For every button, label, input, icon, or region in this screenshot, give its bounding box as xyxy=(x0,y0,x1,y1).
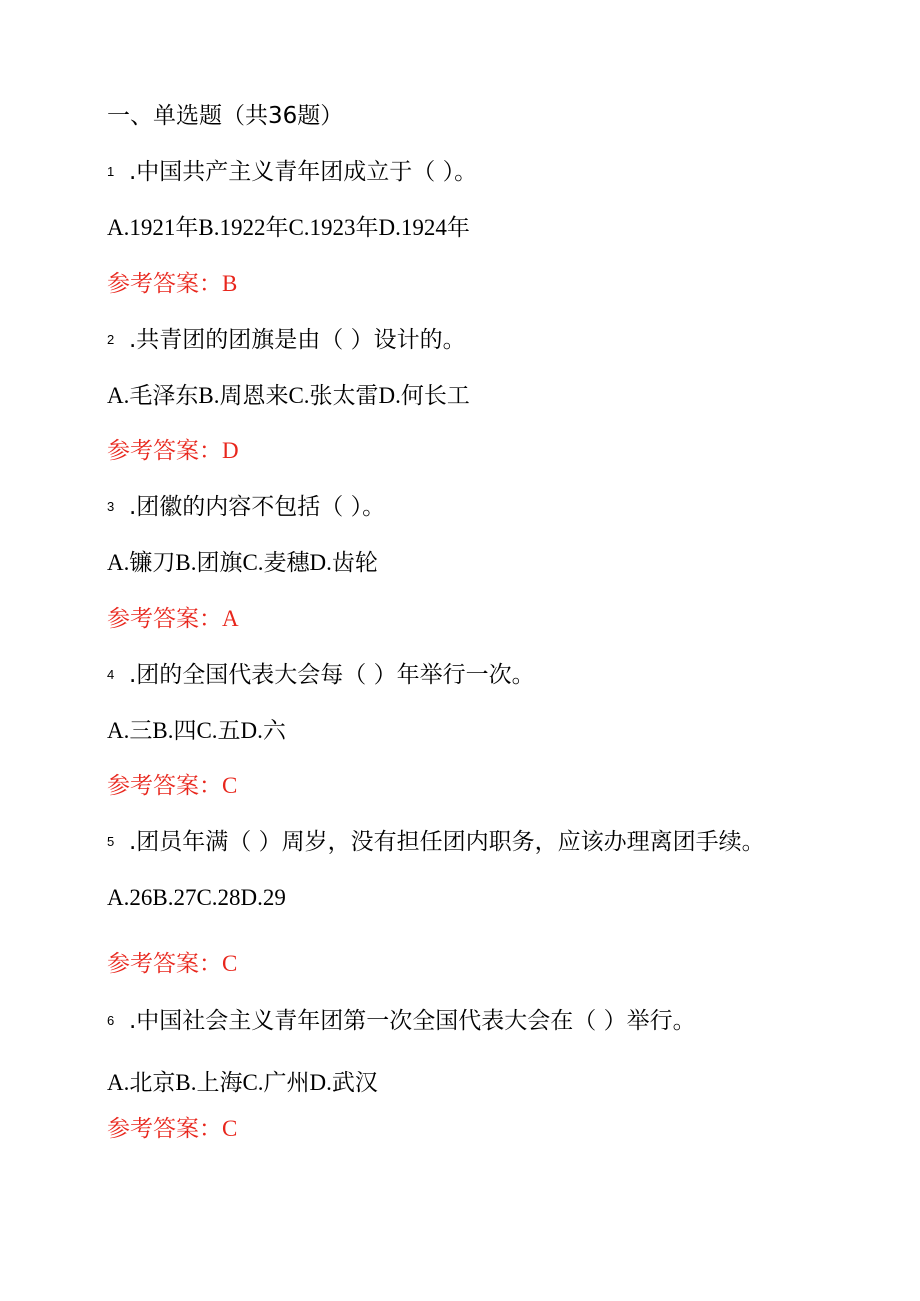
question-text: .中国共产主义青年团成立于（ ）。 xyxy=(129,159,478,185)
question-4-options: A.三B.四C.五D.六 xyxy=(107,718,286,743)
question-6-options: A.北京B.上海C.广州D.武汉 xyxy=(107,1070,378,1095)
answer-label: 参考答案： xyxy=(107,1116,222,1142)
answer-value: C xyxy=(222,773,238,798)
question-text: .团徽的内容不包括（ ）。 xyxy=(129,494,386,520)
question-4-answer xyxy=(107,771,237,801)
question-3-options: A.镰刀B.团旗C.麦穗D.齿轮 xyxy=(107,550,378,575)
question-6-answer xyxy=(107,1114,237,1144)
question-text: .团员年满（ ）周岁，没有担任团内职务，应该办理离团手续。 xyxy=(129,829,765,855)
question-3 xyxy=(107,492,385,522)
answer-label: 参考答案： xyxy=(107,606,222,632)
question-1 xyxy=(107,157,477,187)
answer-value: B xyxy=(222,271,238,296)
question-text: .共青团的团旗是由（ ）设计的。 xyxy=(129,327,466,353)
answer-value: D xyxy=(222,438,239,463)
answer-label: 参考答案： xyxy=(107,438,222,464)
question-3-answer xyxy=(107,604,239,634)
question-text: .中国社会主义青年团第一次全国代表大会在（ ）举行。 xyxy=(129,1008,696,1034)
question-number: 3 xyxy=(107,499,115,514)
question-4 xyxy=(107,660,535,690)
question-5 xyxy=(107,827,765,857)
question-number: 6 xyxy=(107,1013,115,1028)
question-number: 2 xyxy=(107,332,115,347)
question-number: 1 xyxy=(107,164,115,179)
question-1-options: A.1921年B.1922年C.1923年D.1924年 xyxy=(107,215,470,240)
question-number: 4 xyxy=(107,667,115,682)
question-2-answer xyxy=(107,436,239,466)
answer-label: 参考答案： xyxy=(107,773,222,799)
answer-label: 参考答案： xyxy=(107,951,222,977)
answer-label: 参考答案： xyxy=(107,271,222,297)
question-1-answer xyxy=(107,269,237,299)
question-2 xyxy=(107,325,466,355)
question-text: .团的全国代表大会每（ ）年举行一次。 xyxy=(129,662,535,688)
question-5-answer xyxy=(107,949,237,979)
section-title: 一、单选题（共36题） xyxy=(107,103,344,129)
question-6 xyxy=(107,1006,696,1036)
question-5-options: A.26B.27C.28D.29 xyxy=(107,885,286,910)
answer-value: C xyxy=(222,951,238,976)
question-number: 5 xyxy=(107,834,115,849)
answer-value: C xyxy=(222,1116,238,1141)
answer-value: A xyxy=(222,606,239,631)
question-2-options: A.毛泽东B.周恩来C.张太雷D.何长工 xyxy=(107,383,470,408)
